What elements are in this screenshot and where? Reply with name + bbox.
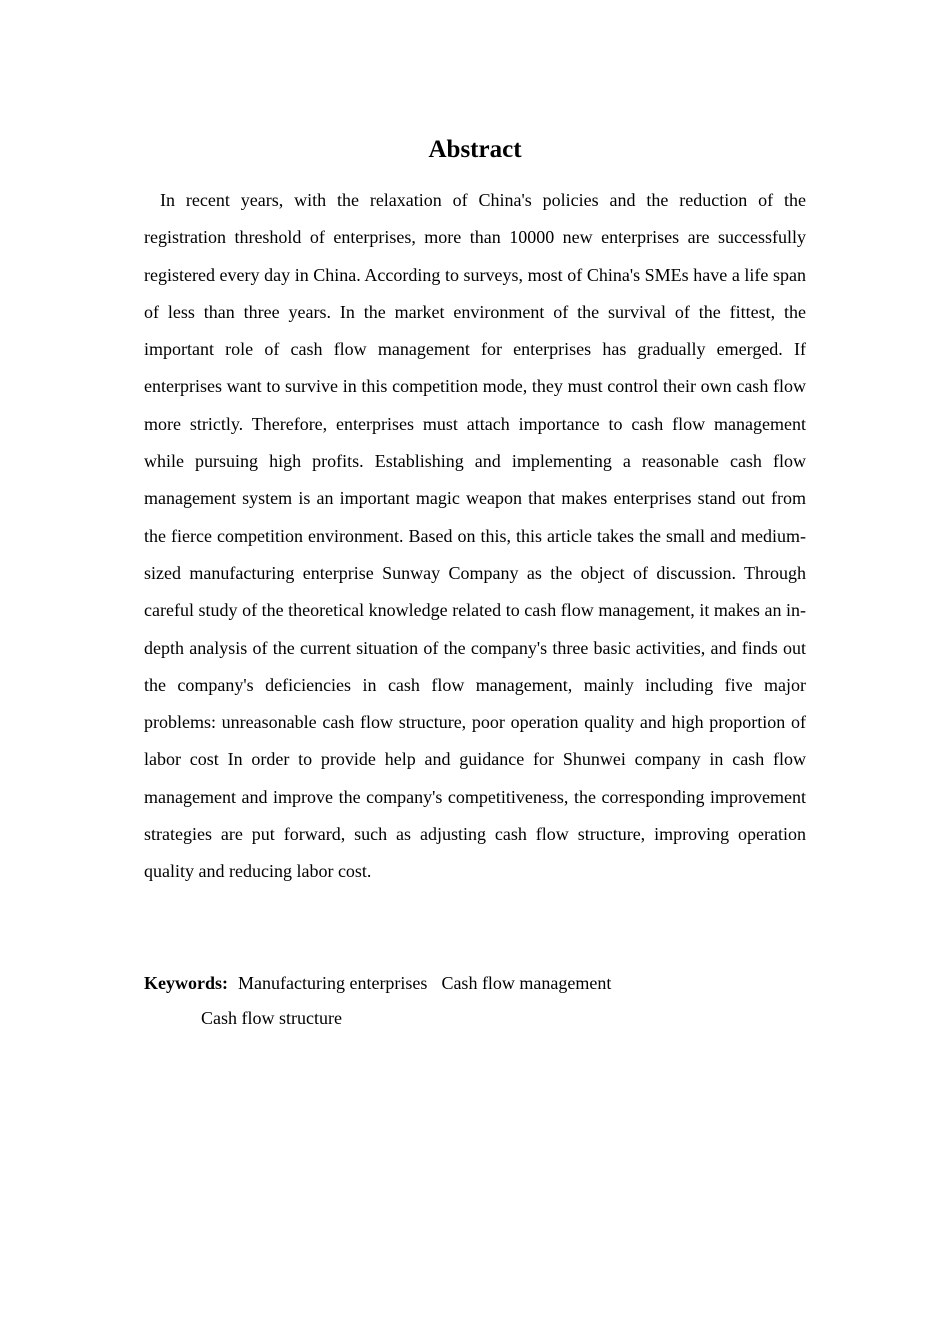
abstract-paragraph: In recent years, with the relaxation of China's policies and the reduction of the registration threshold of enterprises, more than 10000 new enterprises are successfully registered every day in China. According to surveys, most of China's SMEs have a life span of less than three years. In the market environment of the survival of the fittest, the important role of cash flow management for enterprises has gradually emerged. If enterprises want to survive in this competition mode, they must control their own cash flow more strictly. Therefore, enterprises must attach importance to cash flow management while pursuing high profits. Establishing and implementing a reasonable cash flow management system is an important magic weapon that makes enterprises stand out from the fierce competition environment. Based on this, this article takes the small and medium-sized manufacturing enterprise Sunway Company as the object of discussion. Through careful study of the theoretical knowledge related to cash flow management, it makes an in-depth analysis of the current situation of the company's three basic activities, and finds out the company's deficiencies in cash flow management, mainly including five major problems: unreasonable cash flow structure, poor operation quality and high proportion of labor cost In order to provide help and guidance for Shunwei company in cash flow management and improve the company's competitiveness, the corresponding improvement strategies are put forward, such as adjusting cash flow structure, improving operation quality and reducing labor cost. xyxy=(144,190,806,882)
page-title: Abstract xyxy=(428,136,522,163)
keywords-label: Keywords: xyxy=(144,973,228,993)
keyword-term: Cash flow structure xyxy=(201,1008,342,1028)
keyword-term: Cash flow management xyxy=(441,973,612,993)
keyword-term: Manufacturing enterprises xyxy=(238,973,428,993)
keywords-section xyxy=(144,966,806,1036)
